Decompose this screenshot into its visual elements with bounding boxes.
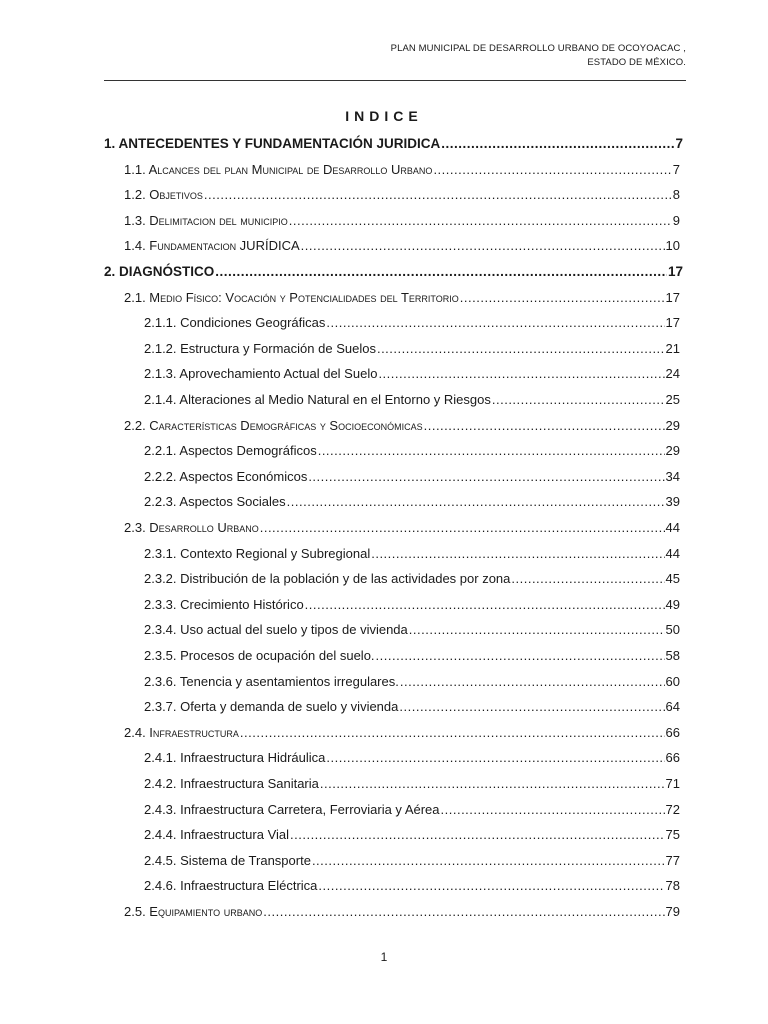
toc-entry-page: 39 [665,494,680,510]
toc-entry-page: 8 [672,187,680,203]
toc-subsection-entry[interactable] [144,592,680,612]
toc-section-entry[interactable] [124,208,680,228]
toc-entry-page: 9 [672,212,680,228]
toc-entry-page: 44 [665,520,680,535]
toc-entry-page: 29 [665,443,680,459]
toc-entry-label: 1.4. Fundamentacion JURÍDICA [124,238,300,254]
toc-dot-leader [289,213,672,228]
toc-subsection-entry[interactable] [144,617,680,637]
toc-dot-leader [326,315,664,330]
toc-entry-label: 2.2.1. Aspectos Demográficos [144,443,317,459]
toc-section-entry[interactable] [124,233,680,253]
toc-dot-leader [433,162,671,177]
toc-entry-label: 2.1.2. Estructura y Formación de Suelos [144,340,376,356]
toc-dot-leader [377,341,665,356]
toc-subsection-entry[interactable] [144,873,680,893]
index-title: INDICE [345,108,423,124]
toc-subsection-entry[interactable] [144,745,680,765]
page-number: 1 [380,950,388,964]
toc-entry-label: 2.3. Desarrollo Urbano [124,520,259,535]
toc-dot-leader [260,520,665,535]
toc-entry-label: 2.2. Características Demográficas y Socioeconómicas [124,417,423,433]
running-header [391,42,686,70]
toc-entry-label: 2.1.4. Alteraciones al Medio Natural en el Entorno y Riesgos [144,392,491,407]
toc-entry-label: 2.3.1. Contexto Regional y Subregional [144,545,371,561]
toc-subsection-entry[interactable] [144,336,680,356]
toc-chapter-entry[interactable] [104,259,683,279]
toc-entry-label: 2.2.3. Aspectos Sociales [144,494,286,510]
toc-entry-page: 49 [665,596,680,612]
toc-subsection-entry[interactable] [144,669,680,689]
toc-subsection-entry[interactable] [144,489,680,509]
toc-subsection-entry[interactable] [144,566,680,586]
toc-dot-leader [400,674,665,689]
toc-dot-leader [326,750,664,765]
toc-subsection-entry[interactable] [144,361,680,381]
toc-subsection-entry[interactable] [144,848,680,868]
toc-dot-leader [424,418,665,433]
toc-entry-page: 45 [665,571,680,587]
toc-entry-label: 2.1.3. Aprovechamiento Actual del Suelo [144,366,378,382]
toc-entry-page: 79 [665,904,680,919]
toc-subsection-entry[interactable] [144,310,680,330]
toc-entry-page: 60 [665,673,680,689]
toc-dot-leader [378,366,664,381]
toc-entry-label: 2.4.6. Infraestructura Eléctrica [144,878,318,894]
toc-entry-label: 1.1. Alcances del plan Municipal de Desarrollo Urbano [124,161,433,177]
toc-section-entry[interactable] [124,413,680,433]
toc-entry-page: 50 [665,622,680,638]
toc-entry-label: 2.3.7. Oferta y demanda de suelo y vivienda [144,699,399,715]
toc-dot-leader [511,571,664,586]
toc-entry-label: 2.3.3. Crecimiento Histórico [144,596,304,612]
toc-entry-label: 2.3.2. Distribución de la población y de las actividades por zona [144,571,511,587]
toc-entry-page: 66 [665,750,680,766]
toc-section-entry[interactable] [124,182,680,202]
toc-dot-leader [441,802,665,817]
toc-section-entry[interactable] [124,515,680,535]
toc-dot-leader [376,648,665,663]
toc-subsection-entry[interactable] [144,438,680,458]
toc-subsection-entry[interactable] [144,797,680,817]
toc-subsection-entry[interactable] [144,643,680,663]
toc-dot-leader [204,187,672,202]
toc-entry-page: 10 [665,238,680,254]
toc-dot-leader [318,443,665,458]
toc-entry-label: 2.4.2. Infraestructura Sanitaria [144,776,319,791]
toc-entry-label: 2.3.6. Tenencia y asentamientos irregulares. [144,673,399,689]
toc-entry-page: 17 [667,264,683,279]
toc-entry-label: 1. ANTECEDENTES Y FUNDAMENTACIÓN JURIDICA [104,136,441,151]
toc-subsection-entry[interactable] [144,694,680,714]
toc-dot-leader [305,597,665,612]
toc-section-entry[interactable] [124,285,680,305]
toc-dot-leader [263,904,664,919]
toc-subsection-entry[interactable] [144,771,680,791]
toc-dot-leader [312,853,665,868]
toc-dot-leader [318,878,664,893]
toc-entry-page: 17 [665,289,680,305]
toc-entry-label: 1.3. Delimitacion del municipio [124,212,288,228]
toc-entry-label: 2.4.3. Infraestructura Carretera, Ferroviaria y Aérea [144,801,440,817]
toc-entry-page: 21 [665,340,680,356]
toc-entry-label: 1.2. Objetivos [124,187,203,203]
toc-dot-leader [301,238,665,253]
toc-entry-label: 2.4.5. Sistema de Transporte [144,852,311,868]
toc-entry-page: 29 [665,417,680,433]
toc-entry-label: 2.4.4. Infraestructura Vial [144,827,290,843]
toc-dot-leader [290,827,665,842]
toc-entry-label: 2.2.2. Aspectos Económicos [144,468,308,484]
toc-section-entry[interactable] [124,157,680,177]
toc-entry-page: 71 [665,776,680,791]
toc-entry-label: 2.1.1. Condiciones Geográficas [144,315,326,331]
toc-entry-label: 2.3.4. Uso actual del suelo y tipos de vivienda [144,622,408,638]
toc-entry-page: 7 [675,136,683,151]
toc-entry-page: 66 [665,724,680,740]
toc-subsection-entry[interactable] [144,387,680,407]
toc-entry-label: 2. DIAGNÓSTICO [104,264,215,279]
toc-entry-page: 78 [665,878,680,894]
toc-dot-leader [460,290,665,305]
toc-dot-leader [492,392,665,407]
toc-entry-page: 75 [665,827,680,843]
toc-dot-leader [320,776,665,791]
toc-subsection-entry[interactable] [144,822,680,842]
toc-dot-leader [371,546,664,561]
toc-dot-leader [240,725,665,740]
toc-dot-leader [399,699,664,714]
toc-section-entry[interactable] [124,899,680,919]
toc-subsection-entry[interactable] [144,464,680,484]
toc-entry-page: 44 [665,545,680,561]
toc-dot-leader [441,136,674,151]
header-rule [104,80,686,81]
toc-entry-label: 2.3.5. Procesos de ocupación del suelo. [144,648,375,663]
toc-entry-page: 24 [665,366,680,382]
toc-entry-page: 17 [665,315,680,331]
toc-dot-leader [215,264,667,279]
toc-entry-label: 2.4. Infraestructura [124,724,239,740]
toc-subsection-entry[interactable] [144,541,680,561]
toc-dot-leader [308,469,664,484]
toc-dot-leader [409,622,665,637]
toc-entry-page: 58 [665,648,680,663]
toc-entry-label: 2.5. Equipamiento urbano [124,904,263,919]
header-line-2: ESTADO DE MÉXICO. [587,57,686,68]
toc-section-entry[interactable] [124,720,680,740]
toc-entry-page: 7 [672,161,680,177]
toc-entry-page: 25 [665,392,680,407]
toc-entry-label: 2.4.1. Infraestructura Hidráulica [144,750,326,766]
toc-chapter-entry[interactable] [104,131,683,151]
toc-entry-label: 2.1. Medio Físico: Vocación y Potencialidades del Territorio [124,289,459,305]
toc-entry-page: 77 [665,852,680,868]
toc-dot-leader [287,494,665,509]
toc-entry-page: 64 [665,699,680,715]
header-line-1: PLAN MUNICIPAL DE DESARROLLO URBANO DE OCOYOACAC , [390,43,686,54]
toc-entry-page: 34 [665,468,680,484]
toc-entry-page: 72 [665,801,680,817]
